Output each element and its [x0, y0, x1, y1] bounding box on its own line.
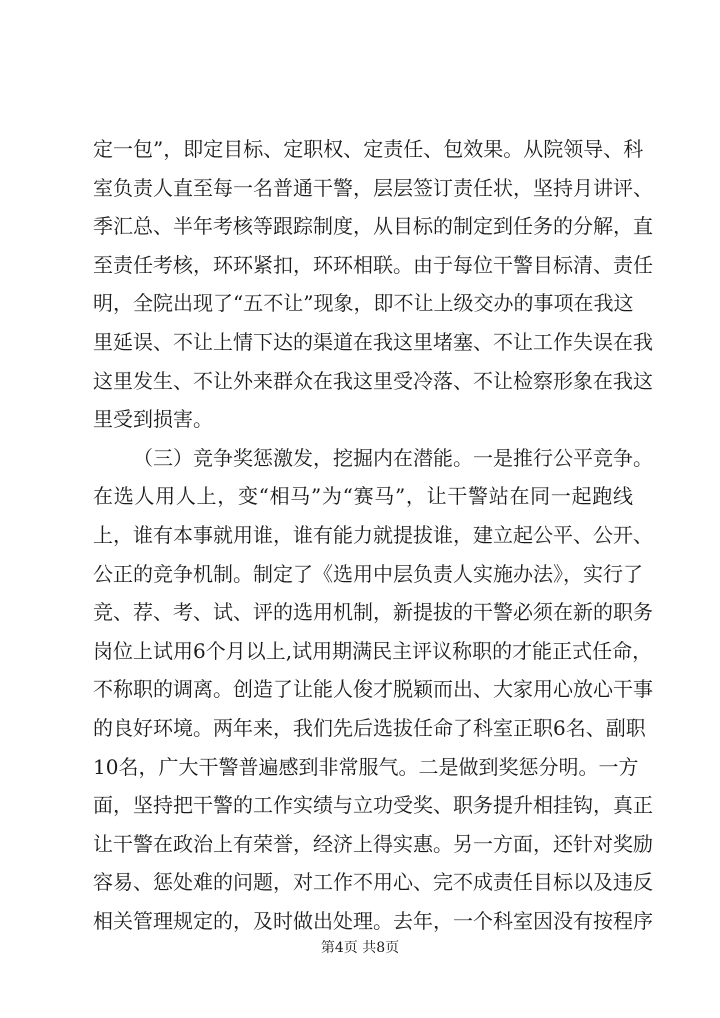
document-body — [93, 130, 653, 940]
text-line: 让干警在政治上有荣誉，经济上得实惠。另一方面，还针对奖励 — [93, 831, 653, 856]
text-line: 明，全院出现了“五不让”现象，即不让上级交办的事项在我这 — [93, 291, 634, 316]
text-line: 里延误、不让上情下达的渠道在我这里堵塞、不让工作失误在我 — [93, 329, 653, 354]
text-line: 容易、惩处难的问题，对工作不用心、完不成责任目标以及违反 — [93, 870, 653, 895]
section-heading-line: （三）竞争奖惩激发，挖掘内在潜能。一是推行公平竞争。 — [133, 445, 653, 470]
text-line: 不称职的调离。创造了让能人俊才脱颖而出、大家用心放心干事 — [93, 677, 653, 702]
page-number-footer: 第4页 共8页 — [320, 940, 400, 956]
text-line: 上，谁有本事就用谁，谁有能力就提拔谁，建立起公平、公开、 — [93, 522, 653, 547]
text-line: 10名，广大干警普遍感到非常服气。二是做到奖惩分明。一方 — [93, 754, 639, 779]
text-line: 季汇总、半年考核等跟踪制度，从目标的制定到任务的分解，直 — [93, 214, 653, 239]
text-line: 里受到损害。 — [93, 407, 213, 432]
text-line: 公正的竞争机制。制定了《选用中层负责人实施办法》，实行了 — [93, 561, 643, 586]
text-line: 定一包”，即定目标、定职权、定责任、包效果。从院领导、科 — [93, 137, 644, 161]
text-line: 的良好环境。两年来，我们先后选拔任命了科室正职6名、副职 — [93, 715, 646, 740]
text-line: 相关管理规定的，及时做出处理。去年，一个科室因没有按程序 — [93, 908, 653, 933]
text-line: 这里发生、不让外来群众在我这里受冷落、不让检察形象在我这 — [93, 368, 653, 393]
text-line: 室负责人直至每一名普通干警，层层签订责任状，坚持月讲评、 — [93, 175, 653, 200]
text-line: 在选人用人上，变“相马”为“赛马”，让干警站在同一起跑线 — [93, 484, 633, 509]
text-line: 面，坚持把干警的工作实绩与立功受奖、职务提升相挂钩，真正 — [93, 793, 653, 818]
text-line: 岗位上试用6个月以上,试用期满民主评议称职的才能正式任命， — [93, 638, 653, 663]
text-line: 竞、荐、考、试、评的选用机制，新提拔的干警必须在新的职务 — [93, 600, 653, 625]
text-line: 至责任考核，环环紧扣，环环相联。由于每位干警目标清、责任 — [93, 252, 653, 277]
